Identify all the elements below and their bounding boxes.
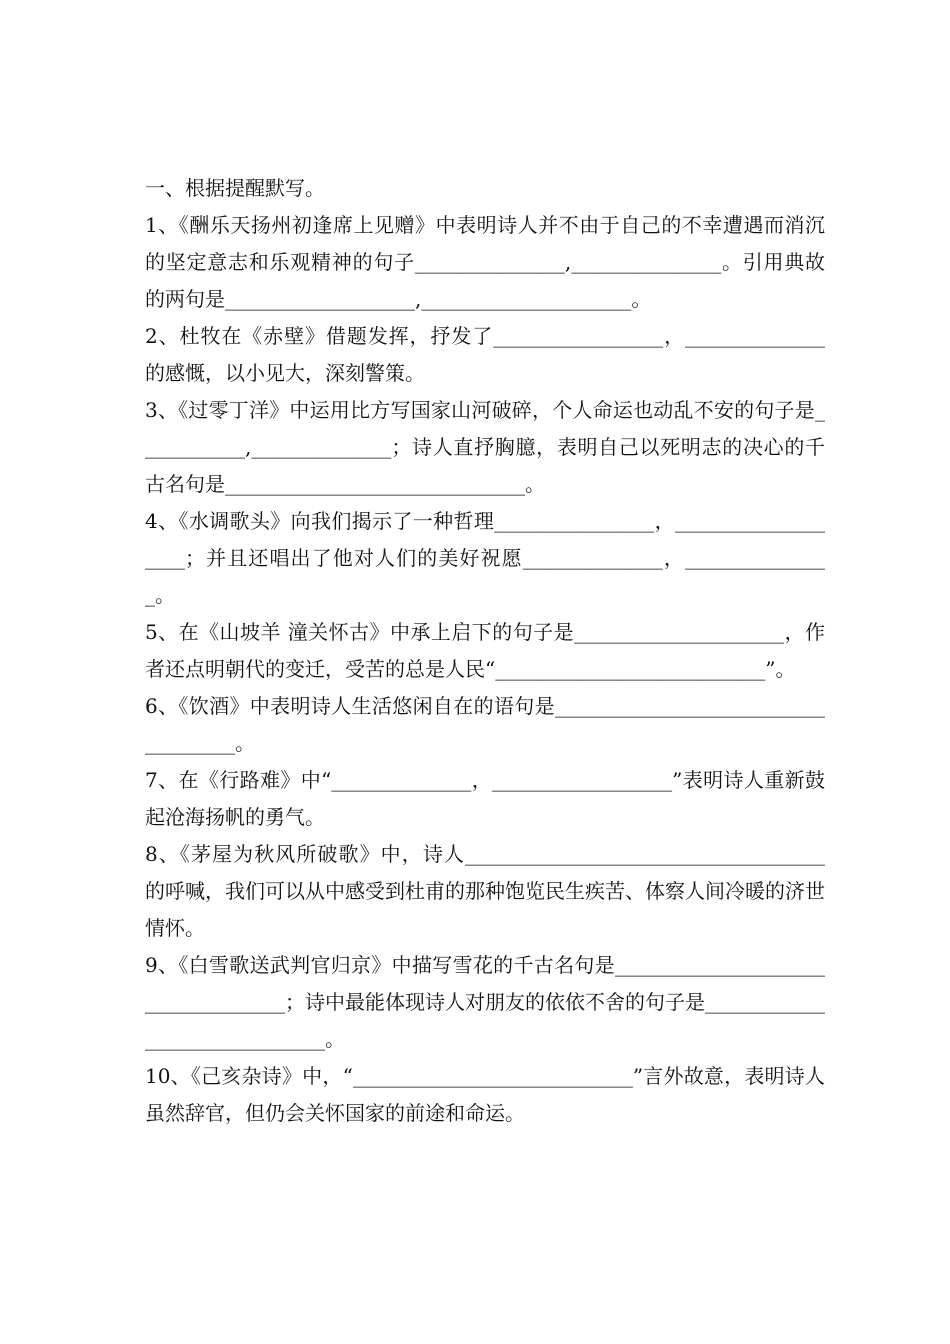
question-6: 6、《饮酒》中表明诗人生活悠闲自在的语句是____________________________________。 [145, 694, 825, 755]
question-4: 4、《水调歌头》向我们揭示了一种哲理________________，___________________；并且还唱出了他对人们的美好祝愿______________，_______________。 [145, 509, 825, 607]
document-page [145, 170, 825, 1132]
question-1: 1、《酬乐天扬州初逢席上见赠》中表明诗人并不由于自己的不幸遭遇而消沉的坚定意志和乐观精神的句子_______________,_______________。引用典故的两句是___________________,_____________________。 [145, 213, 825, 311]
question-7: 7、在《行路难》中“______________，__________________”表明诗人重新鼓起沧海扬帆的勇气。 [145, 768, 825, 829]
question-8: 8、《茅屋为秋风所破歌》中，诗人____________________________________的呼喊，我们可以从中感受到杜甫的那种饱览民生疾苦、体察人间冷暖的济世情怀。 [145, 842, 825, 940]
question-10: 10、《己亥杂诗》中，“____________________________”言外故意，表明诗人虽然辞官，但仍会关怀国家的前途和命运。 [145, 1064, 825, 1125]
section-title: 一、根据提醒默写。 [145, 176, 325, 200]
question-2: 2、杜牧在《赤壁》借题发挥，抒发了_________________，______________的感慨，以小见大，深刻警策。 [145, 324, 825, 385]
question-5: 5、在《山坡羊 潼关怀古》中承上启下的句子是_____________________，作者还点明朝代的变迁，受苦的总是人民“___________________________”。 [145, 620, 825, 681]
question-9: 9、《白雪歌送武判官归京》中描写雪花的千古名句是___________________________________；诗中最能体现诗人对朋友的依依不舍的句子是______________________________。 [145, 953, 825, 1051]
question-3: 3、《过零丁洋》中运用比方写国家山河破碎，个人命运也动乱不安的句子是___________,______________；诗人直抒胸臆，表明自己以死明志的决心的千古名句是______________________________。 [145, 398, 825, 496]
